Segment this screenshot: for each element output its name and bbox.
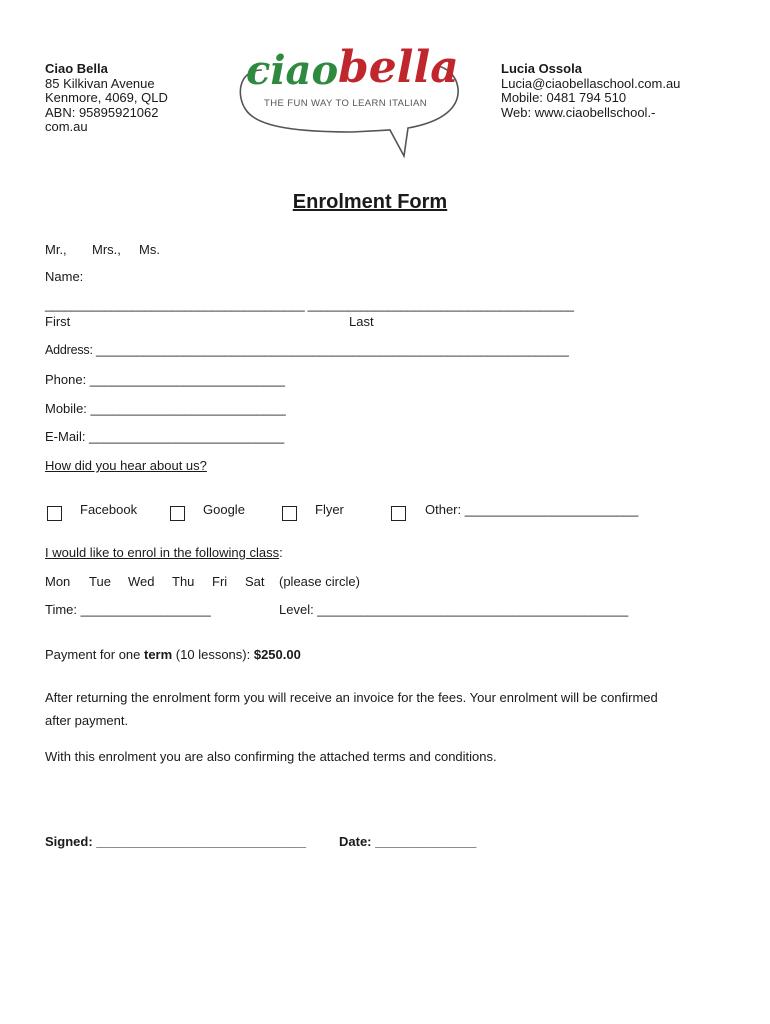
contact-web: Web: www.ciaobellschool.- [501, 104, 656, 120]
payment-line [45, 647, 301, 662]
logo-tagline: THE FUN WAY TO LEARN ITALIAN [264, 98, 428, 109]
school-abn-cont: com.au [45, 119, 88, 135]
signature-field[interactable]: Signed: _____________________________ [45, 834, 306, 849]
name-label: Name: [45, 269, 84, 284]
school-address-block [45, 62, 168, 135]
day-tue[interactable]: Tue [89, 574, 111, 589]
logo-word-ciao: ciao [246, 47, 339, 94]
google-label: Google [203, 502, 245, 517]
salutation-mrs[interactable]: Mrs., [92, 242, 121, 257]
speech-bubble-icon [232, 34, 464, 162]
day-mon[interactable]: Mon [45, 574, 71, 589]
contact-name: Lucia Ossola [501, 61, 582, 76]
salutation-ms[interactable]: Ms. [139, 242, 160, 257]
last-name-label: Last [349, 314, 374, 329]
other-field[interactable]: Other: ________________________ [425, 502, 639, 517]
payment-term: term [144, 647, 173, 662]
email-field[interactable]: E-Mail: ___________________________ [45, 429, 285, 444]
school-abn: ABN: 95895921062 [45, 104, 159, 120]
enrol-colon: : [279, 545, 283, 560]
time-field[interactable]: Time: __________________ [45, 602, 211, 617]
day-fri[interactable]: Fri [212, 574, 228, 589]
payment-amount: $250.00 [253, 647, 301, 662]
date-field[interactable]: Date: ______________ [339, 834, 477, 849]
flyer-label: Flyer [315, 502, 344, 517]
level-field[interactable]: Level: ___________________________________________ [279, 602, 629, 617]
other-checkbox[interactable] [391, 506, 406, 521]
enrol-label-row [45, 545, 283, 560]
terms-note: With this enrolment you are also confirming the attached terms and conditions. [45, 749, 497, 764]
hear-question: How did you hear about us? [45, 458, 207, 473]
name-field[interactable]: _______________________________________ ________________________________________ [45, 298, 574, 312]
school-street: 85 Kilkivan Avenue [45, 75, 155, 91]
mobile-field[interactable]: Mobile: ___________________________ [45, 401, 286, 416]
payment-middle: (10 lessons): [172, 647, 254, 662]
ciao-bella-logo [232, 34, 464, 162]
school-name: Ciao Bella [45, 61, 108, 76]
page-title: Enrolment Form [292, 191, 448, 213]
address-field[interactable]: Address: ______________________________________________________________________ [45, 343, 569, 357]
salutation-mr[interactable]: Mr., [45, 242, 67, 257]
contact-mobile: Mobile: 0481 794 510 [501, 90, 627, 106]
invoice-note-line1: After returning the enrolment form you will receive an invoice for the fees. Your enrolment will be confirmed [45, 690, 658, 705]
invoice-note-line2: after payment. [45, 713, 129, 728]
logo-word-bella: bella [338, 42, 459, 93]
facebook-checkbox[interactable] [47, 506, 62, 521]
please-circle-note: (please circle) [279, 574, 360, 589]
payment-prefix: Payment for one [45, 647, 144, 662]
contact-block [501, 62, 680, 120]
phone-field[interactable]: Phone: ___________________________ [45, 372, 286, 387]
google-checkbox[interactable] [170, 506, 185, 521]
enrol-label: I would like to enrol in the following class [45, 545, 280, 560]
day-sat[interactable]: Sat [245, 574, 265, 589]
contact-email: Lucia@ciaobellaschool.com.au [501, 75, 681, 91]
flyer-checkbox[interactable] [282, 506, 297, 521]
school-suburb: Kenmore, 4069, QLD [45, 90, 168, 106]
day-thu[interactable]: Thu [172, 574, 195, 589]
first-name-label: First [45, 314, 71, 329]
facebook-label: Facebook [80, 502, 138, 517]
day-wed[interactable]: Wed [128, 574, 155, 589]
